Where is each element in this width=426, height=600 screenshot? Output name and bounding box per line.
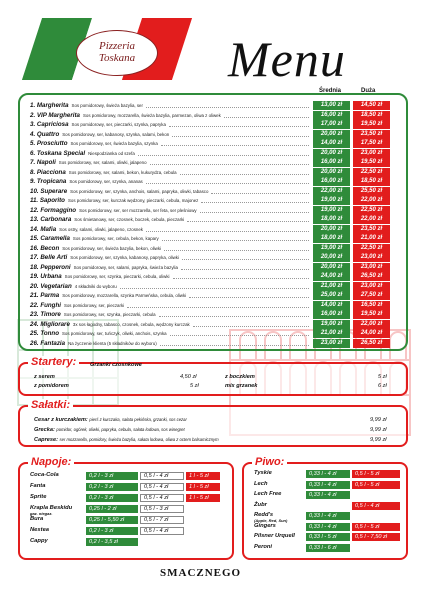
pizza-desc: Sos pomidorowy, ser, pieczarki, szynka, papryka xyxy=(71,122,166,128)
beer-name xyxy=(254,512,287,521)
price-medium: 16,00 zł xyxy=(313,310,350,319)
size-small: 0,2 l - 3 zł xyxy=(86,527,138,535)
pizza-name: 10. Superare xyxy=(30,187,68,195)
pizza-desc: Sos śmietanowy, ser, czosnek, boczek, cebula, pieczarki xyxy=(74,217,185,223)
price-medium: 21,00 zł xyxy=(313,329,350,338)
beer-name xyxy=(254,502,267,511)
price-medium: 19,00 zł xyxy=(313,196,350,205)
pizza-name: 24. Migliorare xyxy=(30,320,70,328)
beer-label: Redd's xyxy=(254,512,274,518)
price-large: 19,50 zł xyxy=(353,310,390,319)
salad-price: 9,99 zł xyxy=(370,427,387,433)
pizza-name: 12. Formaggino xyxy=(30,206,77,214)
pizza-row xyxy=(30,301,312,310)
beer-size-small: 0,33 l - 4 zł xyxy=(306,470,350,478)
piwo-title: Piwo: xyxy=(252,456,287,468)
pizza-name: 4. Quattro xyxy=(30,130,60,138)
price-large: 22,00 zł xyxy=(353,196,390,205)
drink-label: Krapla Beskidu xyxy=(30,505,73,511)
beer-sub: (Apple, Red, Sun) xyxy=(254,518,288,523)
beer-label: Pilsner Urquell xyxy=(254,533,295,539)
price-medium: 17,00 zł xyxy=(313,120,350,129)
dot-leader xyxy=(182,255,309,260)
pizza-row xyxy=(30,177,312,186)
logo-oval xyxy=(76,30,158,76)
price-large: 22,00 zł xyxy=(353,320,390,329)
drink-name xyxy=(30,538,48,547)
starter-item: z serem xyxy=(34,374,55,380)
pizza-row xyxy=(30,215,312,224)
beer-label: Lech Free xyxy=(254,491,282,497)
dot-leader xyxy=(138,151,309,156)
price-medium: 19,00 zł xyxy=(313,206,350,215)
price-medium: 20,00 zł xyxy=(313,149,350,158)
price-large: 21,00 zł xyxy=(353,234,390,243)
pizza-row xyxy=(30,320,312,329)
beer-size-small: 0,33 l - 6 zł xyxy=(306,544,350,552)
size-medium: 0,5 l - 4 zł xyxy=(140,472,184,480)
dot-leader xyxy=(146,227,309,232)
drink-name xyxy=(30,516,43,525)
dot-leader xyxy=(146,179,309,184)
beer-size-small: 0,33 l - 5 zł xyxy=(306,533,350,541)
logo-line-2: Toskana xyxy=(98,52,136,64)
pizza-name: 21. Parma xyxy=(30,292,60,300)
pizza-row xyxy=(30,139,312,148)
pizza-desc: Sos pomidorowy, ser, świeża bazylia, bekon, oliwki xyxy=(62,245,161,251)
pizza-desc: Sos pomidorowy, ser, cebula, bekon, kapary xyxy=(72,236,159,242)
drink-name xyxy=(30,494,46,503)
pizza-desc: Na życzenie klienta (5 składników do wyboru) xyxy=(68,340,157,346)
drink-name xyxy=(30,483,45,492)
salad-item: Cesar z kurczakiem: pierś z kurczaka, sałata pekińska, grzanki, sos cezar xyxy=(34,417,187,423)
beer-size-small: 0,33 l - 4 zł xyxy=(306,512,350,520)
salad-price: 9,99 zł xyxy=(370,437,387,443)
pizza-row xyxy=(30,234,312,243)
dot-leader xyxy=(161,141,309,146)
size-large: 1 l - 5 zł xyxy=(186,483,220,491)
pizza-name: 19. Urbana xyxy=(30,273,62,281)
pizza-desc: Sos pomidorowy, mozzarella, szynka Parmeńska, cebula, oliwki xyxy=(62,293,187,299)
price-large: 23,50 zł xyxy=(353,130,390,139)
price-large: 14,50 zł xyxy=(353,101,390,110)
price-large: 22,50 zł xyxy=(353,206,390,215)
starter-item: z pomidorem xyxy=(34,383,69,389)
pizza-name: 11. Saporito xyxy=(30,197,65,205)
price-large: 23,50 zł xyxy=(353,225,390,234)
beer-size-small: 0,33 l - 4 zł xyxy=(306,481,350,489)
starter-price: 5 zł xyxy=(378,374,387,380)
salad-item: Grecka: pomidor, ogórek, oliwki, papryka, cebula, sałata lodowa, sos winegret xyxy=(34,427,185,433)
size-medium: 0,5 l - 4 zł xyxy=(140,527,184,535)
pizza-name: 18. Pepperoni xyxy=(30,263,71,271)
pizza-desc: Sos pomidorowy, ser, szynka, pieczarki, cebula, oliwki xyxy=(64,274,170,280)
price-large: 22,50 zł xyxy=(353,244,390,253)
size-large: 1 l - 5 zł xyxy=(186,472,220,480)
menu-title: Menu xyxy=(228,31,346,87)
beer-label: Peroni xyxy=(254,543,273,550)
pizza-desc: Sos pomidorowy, świeża bazylia, ser xyxy=(71,103,143,109)
pizza-name: 2. VIP Margherita xyxy=(30,111,80,119)
dot-leader xyxy=(169,122,309,127)
salad-price: 9,99 zł xyxy=(370,417,387,423)
pizza-name: 25. Tonno xyxy=(30,330,59,338)
drink-label: Bura xyxy=(30,516,44,522)
startery-subtitle: Grzanki czosnkowe xyxy=(90,362,142,368)
pizza-desc: Sos ostry, salami, oliwki, jalapeno, czosnek xyxy=(59,226,144,232)
dot-leader xyxy=(193,322,309,327)
pizza-row xyxy=(30,253,312,262)
price-large: 19,50 zł xyxy=(353,158,390,167)
pizza-name: 7. Napoli xyxy=(30,159,56,167)
price-medium: 16,00 zł xyxy=(313,177,350,186)
dot-leader xyxy=(162,236,309,241)
pizza-desc: Sos pomidorowy, ser, szynka, kabanosy, papryka, oliwki xyxy=(70,255,179,261)
salad-item: Caprese: ser mozzarella, pomidory, świeża bazylia, sałata lodowa, oliwa z octem balsamicznym xyxy=(34,437,219,443)
pizza-row xyxy=(30,187,312,196)
dot-leader xyxy=(173,274,310,279)
beer-label: Gingers xyxy=(254,522,276,529)
dot-leader xyxy=(150,160,309,165)
dot-leader xyxy=(189,293,309,298)
pizza-desc: Sos pomidorowy, ser, kurczak wędzony, pieczarki, cebula, majonez xyxy=(67,198,199,204)
dot-leader xyxy=(170,331,309,336)
price-medium: 21,00 zł xyxy=(313,282,350,291)
starter-price: 5 zł xyxy=(190,383,199,389)
price-large: 18,50 zł xyxy=(353,177,390,186)
dot-leader xyxy=(160,341,309,346)
pizza-name: 22. Funghi xyxy=(30,301,61,309)
beer-size-small: 0,33 l - 4 zł xyxy=(306,523,350,531)
price-medium: 14,00 zł xyxy=(313,301,350,310)
size-medium: 0,5 l - 3 zł xyxy=(140,505,184,513)
pizza-desc: Sos pomidorowy, ser, kabanosy, szynka, salami, bekon xyxy=(62,131,170,137)
size-medium: 0,5 l - 7 zł xyxy=(140,516,184,524)
dot-leader xyxy=(200,208,309,213)
price-medium: 18,00 zł xyxy=(313,234,350,243)
pizza-name: 5. Prosciutto xyxy=(30,140,68,148)
size-small: 0,25 l - 2 zł xyxy=(86,505,138,513)
drink-label: Cappy xyxy=(30,538,48,544)
dot-leader xyxy=(201,198,309,203)
price-large: 27,50 zł xyxy=(353,291,390,300)
dot-leader xyxy=(127,303,309,308)
size-small: 0,2 l - 3 zł xyxy=(86,472,138,480)
drink-name xyxy=(30,472,59,481)
pizza-row xyxy=(30,329,312,338)
pizza-desc: Sos pomidorowy, ser, salami, oliwki, jalapeno xyxy=(58,160,147,166)
pizza-row xyxy=(30,206,312,215)
dot-leader xyxy=(224,113,309,118)
pizza-name: 13. Carbonara xyxy=(30,216,72,224)
price-medium: 19,00 zł xyxy=(313,320,350,329)
pizza-desc: Sos pomidorowy, ser, szynka, ananas xyxy=(69,179,143,185)
pizza-name: 17. Belle Arti xyxy=(30,254,68,262)
pizza-name: 3. Capriciosa xyxy=(30,121,69,129)
pizza-name: 9. Tropicana xyxy=(30,178,67,186)
pizza-row xyxy=(30,158,312,167)
price-large: 24,00 zł xyxy=(353,329,390,338)
pizza-row xyxy=(30,291,312,300)
pizza-row xyxy=(30,149,312,158)
beer-name xyxy=(254,533,295,542)
price-large: 22,50 zł xyxy=(353,168,390,177)
pizza-name: 14. Mafia xyxy=(30,225,57,233)
price-medium: 20,00 zł xyxy=(313,263,350,272)
dot-leader xyxy=(120,284,309,289)
size-small: 0,2 l - 3 zł xyxy=(86,483,138,491)
drink-label: Coca-Cola xyxy=(30,472,59,478)
pizza-row xyxy=(30,120,312,129)
dot-leader xyxy=(181,265,309,270)
beer-name xyxy=(254,470,272,479)
pizza-desc: Sos pomidorowy, ser, salami, bekon, kukurydza, cebula xyxy=(68,169,177,175)
price-medium: 20,00 zł xyxy=(313,168,350,177)
price-medium: 16,00 zł xyxy=(313,158,350,167)
dot-leader xyxy=(187,217,309,222)
beer-name xyxy=(254,481,268,490)
price-medium: 23,00 zł xyxy=(313,339,350,348)
pizza-desc: Sos pomidorowy, ser, tuńczyk, oliwki, anchois, szynka xyxy=(62,331,167,337)
pizza-desc: Sos pomidorowy, mozzarella, świeża bazylia, parmezan, oliwa z oliwek xyxy=(82,112,221,118)
dot-leader xyxy=(146,103,309,108)
price-large: 25,50 zł xyxy=(353,187,390,196)
pizza-desc: Sos pomidorowy, ser, świeża bazylia, szynka xyxy=(70,141,158,147)
pizza-desc: Sos pomidorowy, ser, pieczarki xyxy=(63,302,125,308)
beer-size-large: 0,5 l - 4 zł xyxy=(352,502,400,510)
pizza-row xyxy=(30,168,312,177)
pizza-desc: 4 składniki do wyboru xyxy=(74,283,117,289)
pizza-row xyxy=(30,244,312,253)
size-medium: 0,5 l - 4 zł xyxy=(140,494,184,502)
price-medium: 20,00 zł xyxy=(313,130,350,139)
price-large: 22,00 zł xyxy=(353,215,390,224)
price-large: 19,50 zł xyxy=(353,120,390,129)
beer-label: Żubr xyxy=(254,501,267,508)
pizza-row xyxy=(30,130,312,139)
beer-size-small: 0,33 l - 4 zł xyxy=(306,491,350,499)
beer-size-large: 0,5 l - 5 zł xyxy=(352,523,400,531)
drink-label: Nestea xyxy=(30,527,50,533)
beer-name xyxy=(254,491,281,500)
size-small: 0,25 l - 5,50 zł xyxy=(86,516,138,524)
beer-name xyxy=(254,544,272,553)
starter-item: z boczkiem xyxy=(225,374,255,380)
price-large: 26,50 zł xyxy=(353,339,390,348)
price-medium: 20,00 zł xyxy=(313,225,350,234)
footer-text: SMACZNEGO xyxy=(160,567,242,579)
pizza-name: 8. Piacciona xyxy=(30,168,66,176)
pizza-name: 15. Caramella xyxy=(30,235,70,243)
header-large: Duża xyxy=(361,88,376,94)
pizza-desc: 3x sos łagodny, tabasco, czosnek, cebula, wędzony kurczak xyxy=(72,321,190,327)
dot-leader xyxy=(211,189,309,194)
pizza-desc: Sos pomidorowy, ser, salami, papryka, świeża bazylia xyxy=(73,264,178,270)
pizza-name: 6. Toskana Special xyxy=(30,149,86,157)
napoje-title: Napoje: xyxy=(28,456,74,468)
beer-size-large: 0,5 l - 7,50 zł xyxy=(352,533,400,541)
beer-label: Tyskie xyxy=(254,470,272,476)
pizza-desc: Sos pomidorowy, ser, szynka, pieczarki, cebula xyxy=(63,312,156,318)
price-medium: 25,00 zł xyxy=(313,291,350,300)
beer-size-large: 0,5 l - 5 zł xyxy=(352,481,400,489)
dot-leader xyxy=(180,170,309,175)
pizza-row xyxy=(30,196,312,205)
starter-price: 4,50 zł xyxy=(180,374,197,380)
startery-title: Startery: xyxy=(28,356,79,368)
price-large: 16,50 zł xyxy=(353,301,390,310)
dot-leader xyxy=(172,132,309,137)
price-large: 23,00 zł xyxy=(353,149,390,158)
starter-item: mix grzanek xyxy=(225,383,258,389)
pizza-row xyxy=(30,339,312,348)
drink-name xyxy=(30,505,72,514)
price-large: 23,00 zł xyxy=(353,253,390,262)
size-small: 0,2 l - 3,5 zł xyxy=(86,538,138,546)
pizza-row xyxy=(30,272,312,281)
price-medium: 22,00 zł xyxy=(313,187,350,196)
salatki-title: Sałatki: xyxy=(28,399,73,411)
dot-leader xyxy=(159,312,309,317)
pizza-row xyxy=(30,225,312,234)
drink-label: Fanta xyxy=(30,483,46,489)
pizza-desc: Sos pomidorowy, ser, ser mozzarella, ser feta, ser pleśniowy xyxy=(79,207,197,213)
size-small: 0,2 l - 3 zł xyxy=(86,494,138,502)
dot-leader xyxy=(164,246,309,251)
pizza-row xyxy=(30,111,312,120)
drink-sub: gaz. niegaz. xyxy=(30,511,53,516)
drink-label: Sprite xyxy=(30,494,47,500)
pizzeria-logo xyxy=(32,16,182,86)
size-large: 1 l - 5 zł xyxy=(186,494,220,502)
pizza-desc: Sos pomidorowy, ser, szynka, anchois, salami, papryka, oliwki, tabasco xyxy=(70,188,209,194)
drink-name xyxy=(30,527,49,536)
price-large: 26,50 zł xyxy=(353,272,390,281)
pizza-row xyxy=(30,282,312,291)
price-large: 23,00 zł xyxy=(353,282,390,291)
price-medium: 18,00 zł xyxy=(313,215,350,224)
header-medium: Średnia xyxy=(319,88,342,94)
size-medium: 0,5 l - 4 zł xyxy=(140,483,184,491)
price-large: 17,50 zł xyxy=(353,139,390,148)
price-large: 23,00 zł xyxy=(353,263,390,272)
pizza-name: 23. Timore xyxy=(30,311,61,319)
pizza-desc: Niespodzianka od szefa xyxy=(88,150,135,156)
price-medium: 14,00 zł xyxy=(313,139,350,148)
beer-name xyxy=(254,523,276,532)
price-medium: 16,00 zł xyxy=(313,111,350,120)
pizza-name: 20. Vegetarian xyxy=(30,282,72,290)
price-medium: 24,00 zł xyxy=(313,272,350,281)
price-medium: 19,00 zł xyxy=(313,244,350,253)
pizza-row xyxy=(30,310,312,319)
starter-price: 6 zł xyxy=(378,383,387,389)
beer-size-large: 0,5 l - 5 zł xyxy=(352,470,400,478)
pizza-name: 26. Fantazia xyxy=(30,339,66,347)
price-medium: 20,00 zł xyxy=(313,253,350,262)
pizza-row xyxy=(30,101,312,110)
pizza-row xyxy=(30,263,312,272)
pizza-name: 16. Becon xyxy=(30,244,60,252)
price-medium: 13,00 zł xyxy=(313,101,350,110)
logo-line-1: Pizzeria xyxy=(98,40,136,52)
beer-label: Lech xyxy=(254,480,268,487)
price-large: 18,50 zł xyxy=(353,111,390,120)
pizza-name: 1. Margherita xyxy=(30,102,69,110)
